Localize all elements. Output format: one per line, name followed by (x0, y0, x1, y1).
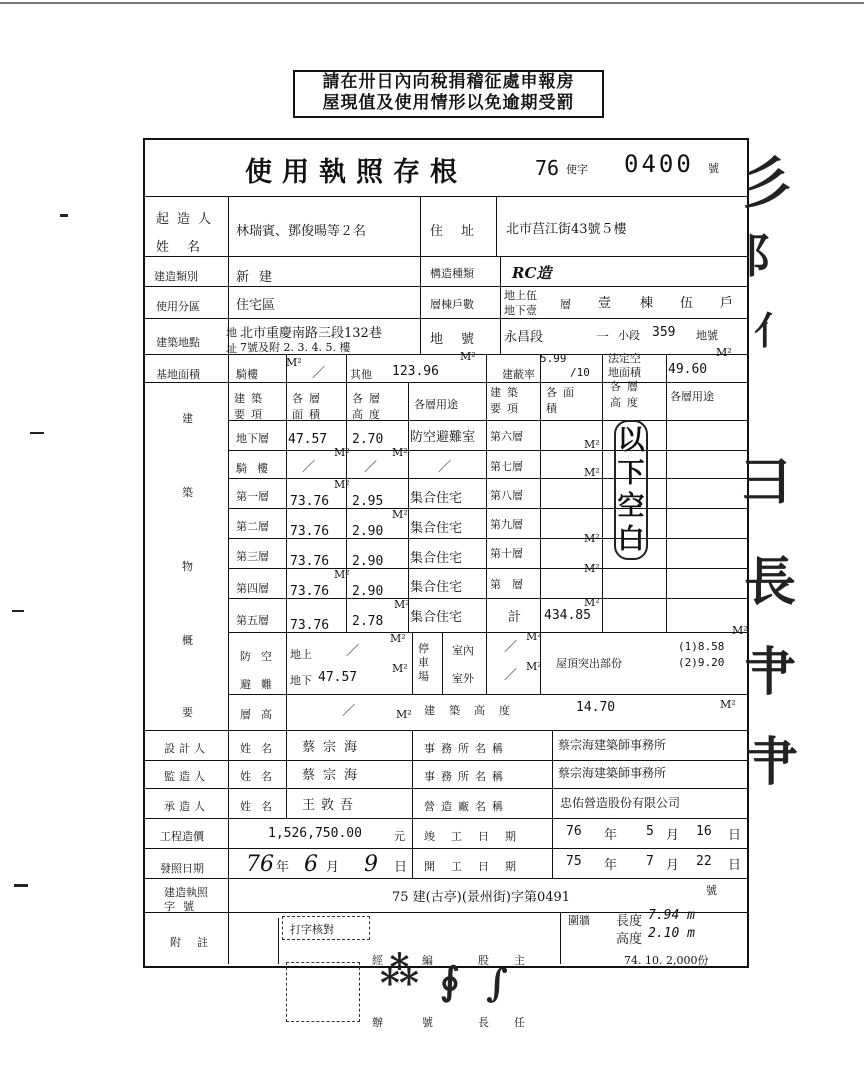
permit-char: 使字 (566, 163, 588, 176)
storey-label: 層高 (240, 708, 282, 721)
rule (666, 354, 667, 632)
roof-value-2: (2)9.20 (678, 656, 725, 669)
row-area: 73.76 (290, 524, 330, 539)
start-day: 22 (696, 854, 712, 869)
permit-number: 0400 (624, 150, 694, 178)
row-name-2: 第 層 (490, 578, 523, 591)
contractor-name-label: 姓名 (240, 800, 282, 813)
other-label: 其他 (350, 368, 372, 381)
permit-value: 75 建(古亭)(景州街)字第0491 (392, 890, 571, 905)
row-name: 騎樓 (236, 462, 278, 475)
col-area: 各層面積 (292, 392, 326, 421)
fence-length: 7.94 m (648, 908, 695, 923)
row-use: ／ (438, 460, 452, 475)
issue-day-char: 日 (394, 860, 408, 875)
start-month-char: 月 (666, 858, 680, 873)
parking-outdoor-value: ／ (504, 668, 518, 683)
permit-label-b: 字號 (164, 900, 202, 913)
contractor-office-label: 營造廠名稱 (424, 800, 509, 813)
structure-value: RC造 (512, 264, 552, 282)
row-name-2: 第九層 (490, 518, 523, 531)
notice-line-1: 請在卅日內向稅捐稽征處申報房 (322, 72, 575, 92)
row-use: 集合住宅 (410, 521, 463, 536)
arcade-unit: M² (286, 356, 302, 369)
row-height: 2.90 (352, 554, 384, 569)
start-day-char: 日 (728, 858, 742, 873)
permit-label-a: 建造執照 (164, 886, 208, 899)
blank-note: 以下空白 (614, 420, 648, 560)
row-area: 73.76 (290, 494, 330, 509)
col-use: 各層用途 (414, 398, 458, 411)
notice-box (293, 70, 604, 118)
other-value: 123.96 (392, 364, 439, 379)
row-area: 73.76 (290, 554, 330, 569)
rule (408, 382, 409, 632)
unit-mark: M² (732, 624, 748, 637)
build-type-label: 建造類別 (154, 270, 198, 283)
unit-mark: M² (392, 446, 408, 459)
supervisor-name: 蔡宗海 (302, 768, 366, 783)
cost-label: 工程造價 (160, 830, 204, 843)
year-char: 年 (604, 828, 618, 843)
permit-value-suffix: 號 (706, 884, 717, 897)
col-use-2: 各層用途 (670, 390, 714, 403)
rule (286, 730, 287, 818)
row-use: 集合住宅 (410, 610, 463, 625)
rule (412, 632, 413, 694)
rule (143, 256, 747, 257)
address-value: 北市莒江街43號５樓 (506, 222, 627, 237)
shelter-label-a: 防空 (240, 650, 282, 663)
unit-mark: M² (584, 438, 600, 451)
zone-value: 住宅區 (236, 298, 276, 313)
unit-mark: M² (526, 660, 542, 673)
applicant-name: 林瑞賓、鄧俊暘等２名 (236, 224, 367, 239)
completion-month: 5 (646, 824, 654, 839)
start-year-char: 年 (604, 858, 618, 873)
unit-mark: M² (584, 532, 600, 545)
location-line-1: 北市重慶南路三段132巷 (240, 326, 382, 341)
row-name-2: 第十層 (490, 547, 523, 560)
margin-stamp-glyph: ⺺ (746, 732, 799, 793)
shelter-above-value: ／ (346, 644, 360, 659)
parking-label: 停車場 (418, 642, 429, 683)
rule (143, 848, 747, 849)
margin-stamp-glyph: ⻑ (744, 552, 797, 613)
fence-height-label: 高度 (616, 932, 643, 947)
row-use: 集合住宅 (410, 580, 463, 595)
start-label: 開工日期 (424, 860, 532, 873)
margin-stamp-glyph: 阝 (744, 229, 790, 283)
structure-label: 構造種類 (430, 267, 474, 280)
lot-section: 永昌段 (504, 330, 544, 345)
col-height: 各層高度 (352, 392, 386, 421)
row-area: ／ (302, 460, 316, 475)
build-type-value: 新建 (236, 270, 283, 285)
row-area: 73.76 (290, 618, 330, 633)
designer-office-label: 事務所名稱 (424, 742, 509, 755)
row-name: 第二層 (236, 520, 269, 533)
completion-year: 76 (566, 824, 582, 839)
serial-seal: ∮ (440, 958, 460, 1003)
clerk-seal: ⁂ (380, 948, 419, 993)
building-height-value: 14.70 (576, 700, 616, 715)
cost-unit: 元 (394, 830, 405, 843)
row-use: 集合住宅 (410, 551, 463, 566)
designer-office: 蔡宗海建築師事務所 (558, 738, 667, 752)
completion-label: 竣工日期 (424, 830, 532, 843)
rule (143, 878, 747, 879)
row-use: 防空避難室 (410, 430, 476, 445)
scan-speck (60, 214, 68, 217)
floors-unit: 層 (560, 298, 571, 311)
section-chief-label: 股長 (478, 954, 489, 1029)
row-name: 第一層 (236, 490, 269, 503)
supervisor-role: 監造人 (164, 770, 209, 783)
shelter-below-value: 47.57 (318, 670, 358, 685)
col-area-2: 各面積 (546, 386, 580, 415)
fence-height: 2.10 m (648, 926, 695, 941)
ratio-value: 5.99 (540, 352, 567, 365)
rule (420, 256, 421, 354)
rule (228, 196, 229, 964)
unit-mark: M² (334, 568, 350, 581)
contractor-role: 承造人 (164, 800, 209, 813)
outline-char-5: 要 (182, 706, 193, 719)
applicant-label-2: 姓名 (156, 240, 219, 255)
rule (442, 632, 443, 694)
permit-year: 76 (535, 156, 560, 180)
designer-role: 設計人 (164, 742, 209, 755)
building-count: 壹 (598, 296, 612, 311)
rule (346, 354, 347, 632)
remarks-label: 附註 (170, 936, 224, 949)
rule (500, 256, 501, 354)
floors-label: 層棟戶數 (430, 298, 474, 311)
row-name-2: 第八層 (490, 489, 523, 502)
rule (228, 478, 747, 479)
typing-check-stamp-area (286, 962, 360, 1022)
row-height: 2.95 (352, 494, 384, 509)
rule (143, 286, 747, 287)
col-item: 建築要項 (234, 392, 268, 421)
unit-mark: M² (720, 698, 736, 711)
completion-day: 16 (696, 824, 712, 839)
issue-label: 發照日期 (160, 862, 204, 875)
legal-area-label-a: 法定空 (608, 352, 641, 365)
floors-below: 地下壹 (504, 304, 537, 317)
outline-char-1: 建 (182, 412, 193, 425)
applicant-label: 起造人 (156, 212, 220, 227)
unit-mark: M² (396, 708, 412, 721)
issue-month-char: 月 (326, 860, 340, 875)
month-char: 月 (666, 828, 680, 843)
zone-label: 使用分區 (156, 300, 200, 313)
fence-length-label: 長度 (616, 914, 643, 929)
parking-indoor-value: ／ (504, 640, 518, 655)
shelter-label-b: 避難 (240, 678, 282, 691)
unit-mark: M² (390, 632, 406, 645)
form-title: 使用執照存根 (245, 157, 467, 188)
row-name: 第五層 (236, 614, 269, 627)
rule (143, 788, 747, 789)
serial-label: 編號 (422, 954, 433, 1029)
issue-month: 6 (304, 852, 318, 877)
row-height: 2.78 (352, 614, 384, 629)
cost-value: 1,526,750.00 (268, 826, 362, 841)
start-month: 7 (646, 854, 654, 869)
margin-stamp-glyph: 彡 (738, 151, 794, 217)
row-name: 第四層 (236, 582, 269, 595)
row-area: 73.76 (290, 584, 330, 599)
legal-area-unit: M² (716, 346, 732, 359)
lot-label: 地號 (430, 332, 493, 347)
contractor-name: 王敦吾 (302, 798, 360, 813)
storey-value: ／ (342, 704, 356, 719)
legal-area-label-b: 地面積 (608, 366, 641, 379)
roof-label: 屋頂突出部份 (556, 657, 622, 670)
other-unit: M² (460, 350, 476, 363)
scan-speck (12, 610, 24, 612)
rule (143, 760, 747, 761)
unit-mark: M² (584, 466, 600, 479)
notice-line-2: 屋現值及使用情形以免逾期受罰 (322, 93, 575, 113)
roof-value-1: (1)8.58 (678, 640, 725, 653)
location-addr-b: 址 (226, 342, 237, 355)
household-unit: 戶 (720, 296, 734, 311)
margin-stamp-glyph: ⺕ (740, 452, 793, 513)
arcade-label: 騎樓 (236, 368, 258, 381)
location-label: 建築地點 (156, 336, 200, 349)
scan-speck (14, 884, 28, 887)
margin-stamp-glyph: 亻 (754, 308, 793, 353)
row-name: 第三層 (236, 550, 269, 563)
row-area: 47.57 (288, 432, 328, 447)
col-item-2: 建築要項 (490, 386, 524, 415)
rule (560, 912, 561, 964)
rule (420, 196, 421, 256)
row-height: 2.90 (352, 584, 384, 599)
lot-sub-label: 小段 (618, 329, 640, 342)
supervisor-office-label: 事務所名稱 (424, 770, 509, 783)
fence-label: 圍牆 (568, 914, 590, 927)
typing-check-label: 打字核對 (290, 923, 334, 936)
row-height: 2.70 (352, 432, 384, 447)
row-height: ／ (364, 460, 378, 475)
rule (278, 918, 279, 964)
rule (496, 196, 497, 256)
unit-mark: M² (584, 596, 600, 609)
legal-area-value: 49.60 (668, 362, 708, 377)
lot-dash: 一 (596, 330, 610, 345)
row-name: 地下層 (236, 432, 269, 445)
day-char: 日 (728, 828, 742, 843)
location-line-2: 7號及附 2. 3. 4. 5. 樓 (240, 341, 351, 354)
arcade-value: ／ (312, 366, 326, 381)
supervisor-name-label: 姓名 (240, 770, 282, 783)
rule (286, 354, 287, 730)
building-unit: 棟 (640, 296, 654, 311)
designer-name: 蔡宗海 (302, 740, 366, 755)
ratio-denominator: /10 (570, 366, 590, 379)
location-addr-a: 地 (226, 326, 237, 339)
row-name-2: 第七層 (490, 460, 523, 473)
scan-speck (30, 432, 44, 434)
rule (143, 318, 747, 319)
ratio-label: 建蔽率 (502, 368, 535, 381)
row-use: 集合住宅 (410, 491, 463, 506)
floors-above: 地上伍 (504, 289, 537, 302)
unit-mark: M² (584, 562, 600, 575)
row-name-2: 第六層 (490, 430, 523, 443)
address-label: 住址 (430, 224, 493, 239)
outline-char-3: 物 (182, 560, 193, 573)
outline-char-4: 概 (182, 634, 193, 647)
rule (228, 694, 747, 695)
rule (412, 730, 413, 878)
unit-mark: M² (334, 478, 350, 491)
rule (228, 450, 747, 451)
unit-mark: M² (526, 630, 542, 643)
lot-suffix: 地號 (696, 329, 718, 342)
designer-name-label: 姓名 (240, 742, 282, 755)
chief-signature: ∫ (486, 960, 509, 1005)
shelter-above-label: 地上 (290, 648, 312, 661)
issue-year: 76 (246, 852, 274, 877)
household-count: 伍 (680, 296, 694, 311)
lot-number: 359 (652, 325, 676, 340)
unit-mark: M² (392, 508, 408, 521)
unit-mark: M² (392, 662, 408, 675)
outline-char-2: 築 (182, 486, 193, 499)
rule (552, 730, 553, 878)
issue-day: 9 (364, 852, 378, 877)
rule (486, 632, 487, 694)
permit-suffix: 號 (708, 162, 719, 175)
clerk-label: 經辦 (372, 954, 383, 1029)
building-height-label: 建築高度 (424, 704, 524, 717)
contractor-office: 忠佑營造股份有限公司 (560, 796, 681, 810)
base-area-label: 基地面積 (156, 368, 200, 381)
director-label: 主任 (514, 954, 525, 1029)
scan-edge (0, 2, 864, 4)
print-run: 74. 10. 2,000份 (624, 954, 709, 967)
start-year: 75 (566, 854, 582, 869)
row-height: 2.90 (352, 524, 384, 539)
col-height-2: 各層高度 (610, 380, 644, 409)
rule (602, 354, 603, 632)
total-label: 計 (508, 610, 522, 625)
rule (143, 196, 747, 197)
rule (143, 730, 747, 731)
parking-outdoor: 室外 (452, 672, 474, 685)
unit-mark: M² (334, 446, 350, 459)
issue-year-char: 年 (276, 860, 290, 875)
shelter-below-label: 地下 (290, 674, 312, 687)
total-area: 434.85 (544, 608, 591, 623)
margin-stamp-glyph: ⺺ (744, 642, 797, 703)
rule (540, 354, 541, 632)
rule (486, 354, 487, 632)
parking-indoor: 室內 (452, 644, 474, 657)
supervisor-office: 蔡宗海建築師事務所 (558, 766, 667, 780)
unit-mark: M² (394, 598, 410, 611)
rule (143, 818, 747, 819)
